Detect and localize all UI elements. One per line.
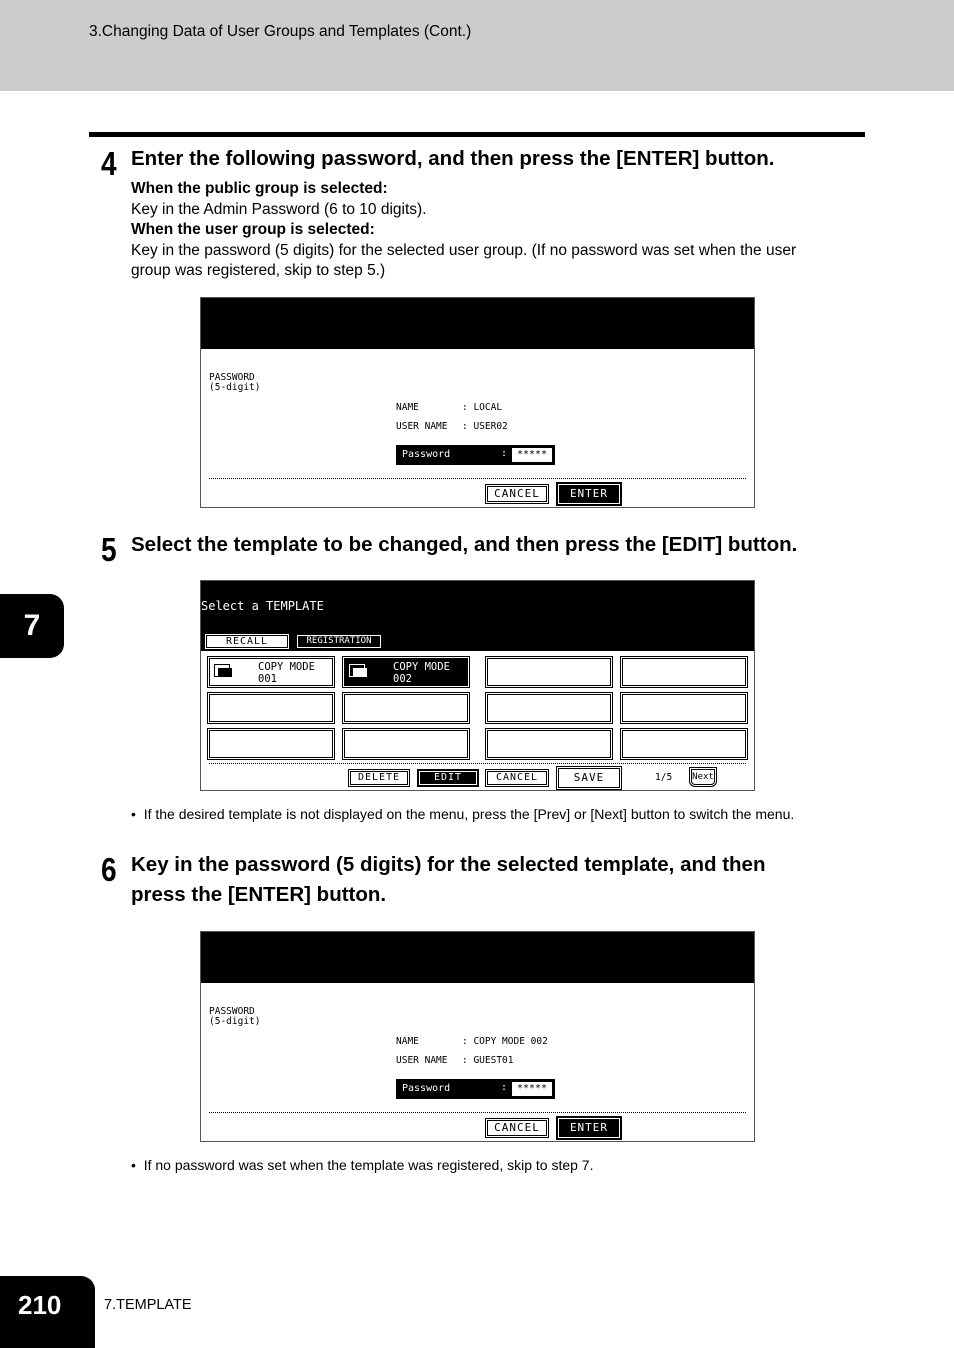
step6-note: • If no password was set when the template was registered, skip to step 7. — [131, 1157, 594, 1173]
tab-registration[interactable]: REGISTRATION — [295, 633, 383, 650]
section-rule — [89, 132, 865, 137]
template-tile-empty[interactable] — [620, 692, 748, 724]
user-group-label: When the user group is selected: — [131, 221, 375, 238]
user-name-label: USER NAME — [396, 421, 448, 432]
page-number: 210 — [18, 1290, 62, 1320]
chapter-tab: 7 — [0, 594, 64, 658]
step5-note: • If the desired template is not displayed on the menu, press the [Prev] or [Next] button to switch the menu. — [131, 806, 795, 822]
public-group-text: Key in the Admin Password (6 to 10 digits). — [131, 200, 427, 218]
user-name-label: USER NAME — [396, 1055, 448, 1066]
divider — [209, 763, 746, 764]
template-icon — [349, 664, 365, 677]
next-button[interactable]: Next — [689, 767, 717, 787]
template-tile-empty[interactable] — [342, 728, 470, 760]
name-value: : LOCAL — [462, 402, 503, 413]
template-tile-empty[interactable] — [342, 692, 470, 724]
section-title: 3.Changing Data of User Groups and Templates (Cont.) — [89, 23, 472, 40]
password-screen — [200, 297, 755, 508]
divider — [209, 1112, 746, 1113]
template-tile-empty[interactable] — [485, 692, 613, 724]
password-input[interactable]: Password : ***** — [396, 1079, 555, 1099]
name-value: : COPY MODE 002 — [462, 1036, 548, 1047]
page-indicator: 1/5 — [655, 772, 673, 783]
footer-chapter: 7.TEMPLATE — [104, 1297, 192, 1313]
template-tile-empty[interactable] — [485, 728, 613, 760]
user-group-text-2: group was registered, skip to step 5.) — [131, 262, 386, 279]
template-password-screen — [200, 931, 755, 1142]
user-name-value: : GUEST01 — [462, 1055, 514, 1066]
screen-heading: Select a TEMPLATE — [201, 599, 324, 613]
template-tile-copy-mode-001[interactable]: COPY MODE 001 — [207, 656, 335, 688]
password-heading: PASSWORD (5-digit) — [209, 372, 261, 393]
screen-title-bar — [201, 932, 754, 983]
user-name-value: : USER02 — [462, 421, 508, 432]
step-number: 5 — [101, 531, 117, 568]
page-header — [0, 0, 954, 91]
template-tile-empty[interactable] — [620, 728, 748, 760]
step-title: Enter the following password, and then press the [ENTER] button. — [131, 147, 775, 170]
template-tile-copy-mode-002[interactable]: COPY MODE 002 — [342, 656, 470, 688]
step-instructions — [131, 179, 796, 282]
template-tile-empty[interactable] — [620, 656, 748, 688]
cancel-button[interactable]: CANCEL — [485, 769, 549, 787]
cancel-button[interactable]: CANCEL — [485, 1118, 549, 1138]
template-select-screen — [200, 580, 755, 791]
cancel-button[interactable]: CANCEL — [485, 484, 549, 504]
password-input[interactable]: Password : ***** — [396, 445, 555, 465]
template-tile-empty[interactable] — [207, 692, 335, 724]
name-label: NAME — [396, 402, 419, 413]
delete-button[interactable]: DELETE — [348, 769, 410, 787]
enter-button[interactable]: ENTER — [556, 482, 622, 506]
public-group-label: When the public group is selected: — [131, 180, 388, 197]
tab-recall[interactable]: RECALL — [204, 633, 290, 650]
edit-button[interactable]: EDIT — [417, 769, 479, 787]
step-title: Key in the password (5 digits) for the selected template, and then press the [ENTER] button. — [131, 853, 766, 906]
name-label: NAME — [396, 1036, 419, 1047]
template-tile-empty[interactable] — [207, 728, 335, 760]
divider — [209, 478, 746, 479]
user-group-text-1: Key in the password (5 digits) for the selected user group. (If no password was set when the user — [131, 241, 797, 259]
save-button[interactable]: SAVE — [556, 766, 622, 790]
template-icon — [214, 664, 230, 677]
enter-button[interactable]: ENTER — [556, 1116, 622, 1140]
step-title: Select the template to be changed, and then press the [EDIT] button. — [131, 533, 798, 556]
screen-title-bar — [201, 298, 754, 349]
page-number-block — [0, 1276, 95, 1348]
template-tile-empty[interactable] — [485, 656, 613, 688]
password-heading: PASSWORD (5-digit) — [209, 1006, 261, 1027]
step-number: 4 — [101, 145, 117, 182]
step-number: 6 — [101, 851, 117, 888]
